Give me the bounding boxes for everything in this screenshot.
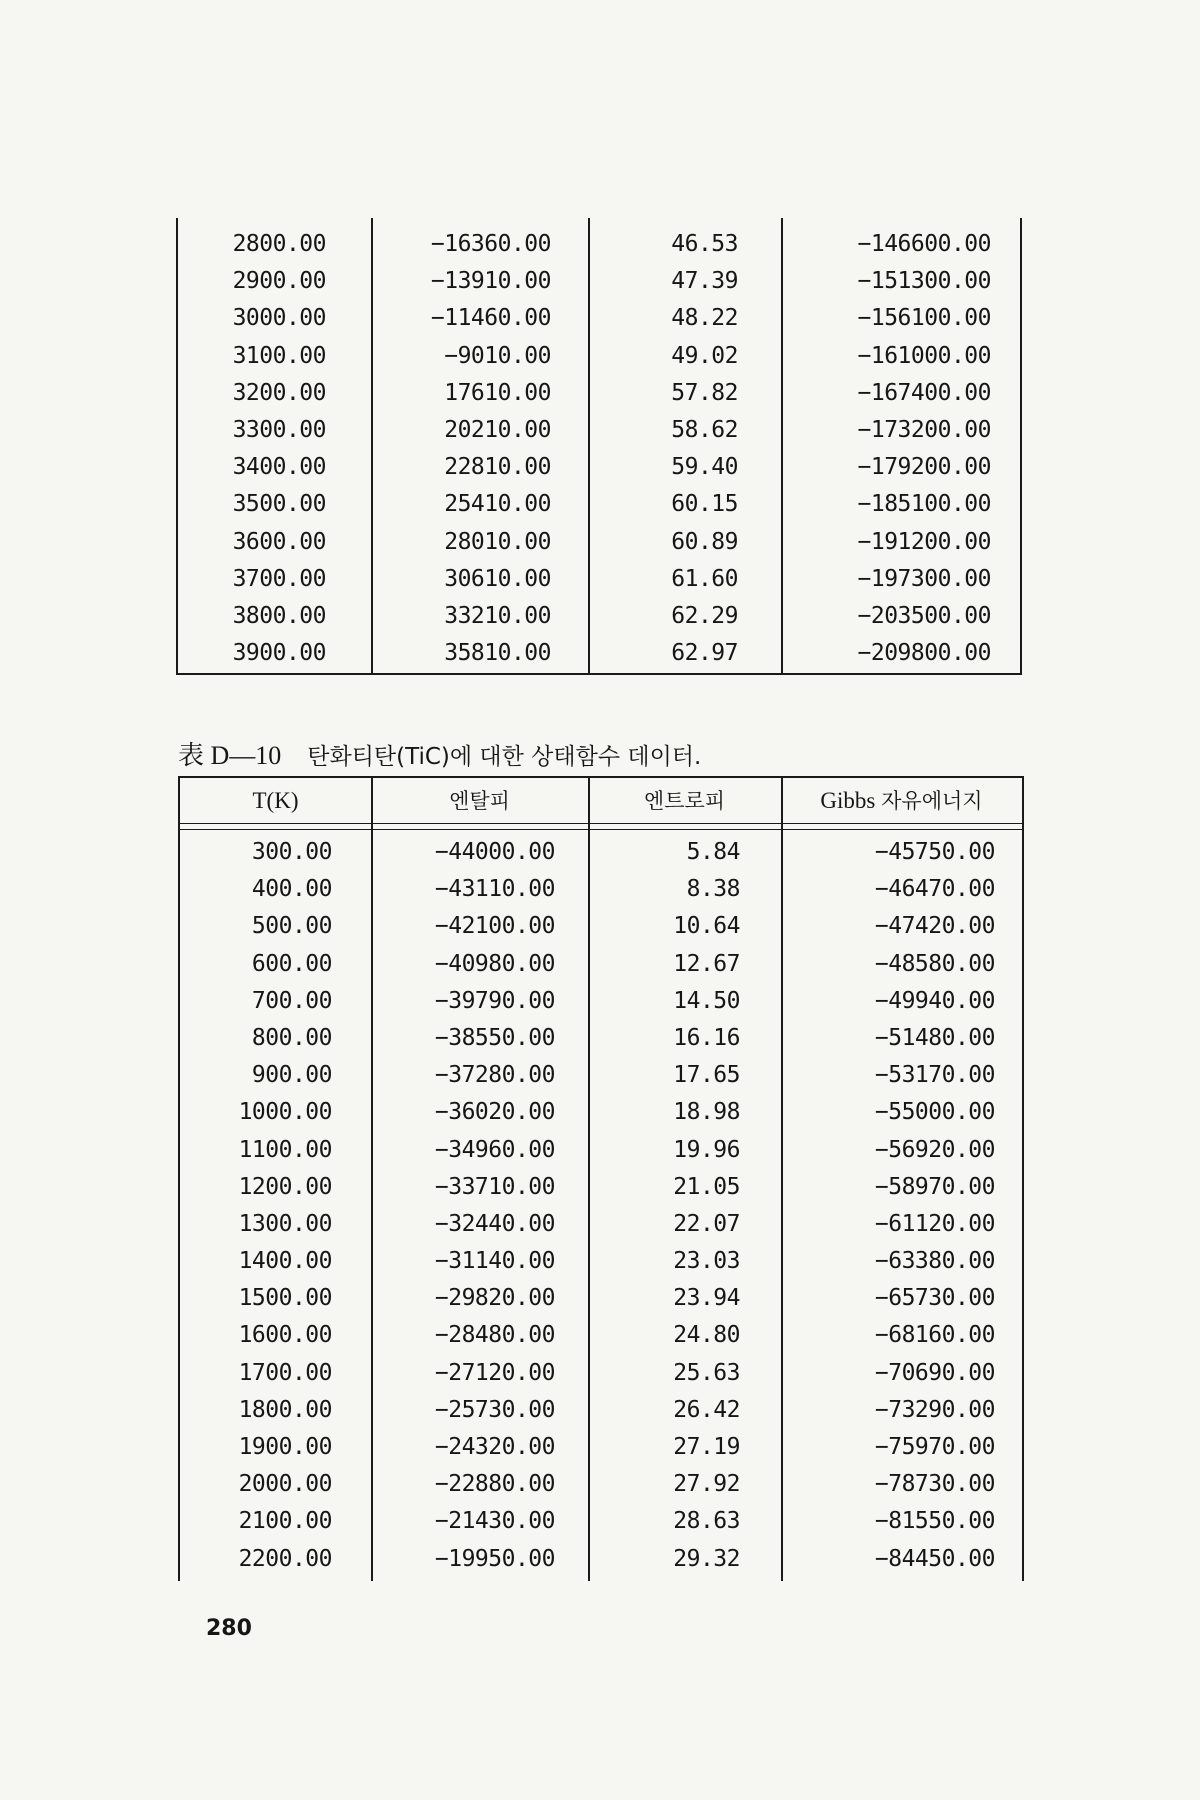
cell-enthalpy: −42100.00 — [434, 913, 555, 940]
tic-table-body — [180, 834, 1022, 1578]
table-row — [178, 486, 1020, 523]
table-row — [180, 1317, 1022, 1354]
cell-entropy: 59.40 — [671, 454, 738, 481]
cell-enthalpy: −22880.00 — [434, 1471, 555, 1498]
cell-enthalpy: −40980.00 — [434, 950, 555, 977]
cell-gibbs: −56920.00 — [874, 1136, 995, 1163]
table-row — [178, 226, 1020, 263]
cell-entropy: 18.98 — [673, 1099, 740, 1126]
table-row — [180, 1094, 1022, 1131]
cell-gibbs: −191200.00 — [857, 528, 991, 555]
cell-gibbs: −146600.00 — [857, 231, 991, 257]
cell-enthalpy: −31140.00 — [434, 1248, 555, 1275]
table-row — [180, 1057, 1022, 1094]
page-number: 280 — [206, 1616, 252, 1641]
cell-gibbs: −51480.00 — [874, 1024, 995, 1051]
cell-enthalpy: −24320.00 — [434, 1434, 555, 1460]
cell-temperature: 2800.00 — [232, 231, 326, 257]
cell-entropy: 16.16 — [673, 1024, 740, 1051]
cell-entropy: 21.05 — [673, 1173, 740, 1200]
cell-entropy: 27.19 — [673, 1434, 740, 1460]
cell-temperature: 1400.00 — [238, 1248, 332, 1275]
cell-temperature: 1300.00 — [238, 1210, 332, 1237]
cell-entropy: 23.94 — [673, 1285, 740, 1312]
cell-enthalpy: −33710.00 — [434, 1173, 555, 1200]
table-row — [180, 1206, 1022, 1243]
cell-gibbs: −46470.00 — [874, 876, 995, 903]
cell-gibbs: −53170.00 — [874, 1062, 995, 1089]
cell-enthalpy: −19950.00 — [434, 1545, 555, 1572]
cell-temperature: 800.00 — [251, 1024, 332, 1051]
table-row — [178, 524, 1020, 561]
cell-enthalpy: −39790.00 — [434, 987, 555, 1014]
cell-temperature: 2900.00 — [232, 268, 326, 295]
cell-enthalpy: −34960.00 — [434, 1136, 555, 1163]
cell-temperature: 1500.00 — [238, 1285, 332, 1312]
cell-temperature: 1800.00 — [238, 1396, 332, 1423]
cell-temperature: 1000.00 — [238, 1099, 332, 1126]
cell-gibbs: −75970.00 — [874, 1434, 995, 1460]
table-row — [180, 1429, 1022, 1466]
cell-enthalpy: 33210.00 — [444, 602, 551, 629]
table-row — [178, 449, 1020, 486]
cell-temperature: 1900.00 — [238, 1434, 332, 1460]
cell-gibbs: −167400.00 — [857, 379, 991, 406]
table-row — [180, 871, 1022, 908]
cell-temperature: 3400.00 — [232, 454, 326, 481]
cell-entropy: 61.60 — [671, 565, 738, 592]
cell-entropy: 48.22 — [671, 305, 738, 332]
cell-gibbs: −55000.00 — [874, 1099, 995, 1126]
table-row — [178, 263, 1020, 300]
cell-temperature: 1200.00 — [238, 1173, 332, 1200]
cell-entropy: 60.89 — [671, 528, 738, 555]
cell-enthalpy: −11460.00 — [430, 305, 551, 332]
cell-temperature: 900.00 — [251, 1062, 332, 1089]
cell-temperature: 3300.00 — [232, 416, 326, 443]
header-gibbs-latin: Gibbs — [820, 788, 876, 813]
cell-entropy: 24.80 — [673, 1322, 740, 1349]
table-row — [180, 1392, 1022, 1429]
cell-temperature: 3600.00 — [232, 528, 326, 555]
cell-enthalpy: −21430.00 — [434, 1508, 555, 1535]
table-row — [180, 1243, 1022, 1280]
cell-entropy: 26.42 — [673, 1396, 740, 1423]
cell-entropy: 5.84 — [686, 839, 740, 865]
table-row — [178, 375, 1020, 412]
cell-entropy: 17.65 — [673, 1062, 740, 1089]
table-row — [178, 561, 1020, 598]
table-caption-text: 탄화티탄(TiC)에 대한 상태함수 데이터. — [307, 744, 702, 770]
cell-gibbs: −209800.00 — [857, 640, 991, 667]
cell-enthalpy: 22810.00 — [444, 454, 551, 481]
cell-temperature: 3500.00 — [232, 491, 326, 518]
cell-enthalpy: −13910.00 — [430, 268, 551, 295]
cell-temperature: 3800.00 — [232, 602, 326, 629]
table-row — [178, 598, 1020, 635]
table-row — [180, 1132, 1022, 1169]
cell-enthalpy: −36020.00 — [434, 1099, 555, 1126]
header-gibbs-korean: 자유에너지 — [881, 789, 983, 813]
header-entropy: 엔트로피 — [643, 789, 726, 813]
cell-entropy: 14.50 — [673, 987, 740, 1014]
cell-gibbs: −47420.00 — [874, 913, 995, 940]
cell-temperature: 400.00 — [251, 876, 332, 903]
header-gibbs-free-energy — [781, 778, 1022, 824]
cell-enthalpy: −29820.00 — [434, 1285, 555, 1312]
cell-entropy: 62.97 — [671, 640, 738, 667]
table-row — [180, 1020, 1022, 1057]
cell-temperature: 3700.00 — [232, 565, 326, 592]
cell-gibbs: −68160.00 — [874, 1322, 995, 1349]
cell-temperature: 3000.00 — [232, 305, 326, 332]
cell-temperature: 3200.00 — [232, 379, 326, 406]
cell-gibbs: −48580.00 — [874, 950, 995, 977]
cell-gibbs: −70690.00 — [874, 1359, 995, 1386]
cell-gibbs: −65730.00 — [874, 1285, 995, 1312]
cell-enthalpy: −32440.00 — [434, 1210, 555, 1237]
continued-table-body — [178, 226, 1020, 672]
cell-entropy: 28.63 — [673, 1508, 740, 1535]
cell-gibbs: −197300.00 — [857, 565, 991, 592]
cell-entropy: 49.02 — [671, 342, 738, 369]
cell-entropy: 12.67 — [673, 950, 740, 977]
table-row — [180, 1280, 1022, 1317]
cell-temperature: 1600.00 — [238, 1322, 332, 1349]
cell-entropy: 23.03 — [673, 1248, 740, 1275]
cell-gibbs: −63380.00 — [874, 1248, 995, 1275]
table-row — [178, 300, 1020, 337]
tic-state-function-table — [178, 776, 1024, 1581]
cell-temperature: 1700.00 — [238, 1359, 332, 1386]
header-double-rule — [180, 823, 1022, 830]
cell-enthalpy: −43110.00 — [434, 876, 555, 903]
cell-gibbs: −84450.00 — [874, 1545, 995, 1572]
cell-enthalpy: 20210.00 — [444, 416, 551, 443]
continued-data-table — [176, 218, 1022, 675]
cell-temperature: 700.00 — [251, 987, 332, 1014]
cell-temperature: 3100.00 — [232, 342, 326, 369]
cell-gibbs: −185100.00 — [857, 491, 991, 518]
table-caption-label: 表 D—10 — [178, 741, 282, 770]
table-row — [180, 1503, 1022, 1540]
cell-temperature: 3900.00 — [232, 640, 326, 667]
cell-entropy: 25.63 — [673, 1359, 740, 1386]
table-row — [180, 1541, 1022, 1578]
cell-enthalpy: −28480.00 — [434, 1322, 555, 1349]
table-row — [180, 983, 1022, 1020]
table-row — [180, 1466, 1022, 1503]
cell-gibbs: −173200.00 — [857, 416, 991, 443]
cell-entropy: 29.32 — [673, 1545, 740, 1572]
cell-entropy: 57.82 — [671, 379, 738, 406]
cell-temperature: 2200.00 — [238, 1545, 332, 1572]
cell-gibbs: −49940.00 — [874, 987, 995, 1014]
table-row — [180, 946, 1022, 983]
header-temperature: T(K) — [252, 788, 299, 813]
cell-enthalpy: 28010.00 — [444, 528, 551, 555]
cell-enthalpy: −27120.00 — [434, 1359, 555, 1386]
cell-entropy: 58.62 — [671, 416, 738, 443]
cell-gibbs: −58970.00 — [874, 1173, 995, 1200]
cell-enthalpy: 30610.00 — [444, 565, 551, 592]
cell-entropy: 22.07 — [673, 1210, 740, 1237]
cell-entropy: 47.39 — [671, 268, 738, 295]
table-row — [178, 412, 1020, 449]
cell-gibbs: −73290.00 — [874, 1396, 995, 1423]
table-row — [178, 338, 1020, 375]
cell-gibbs: −156100.00 — [857, 305, 991, 332]
table-row — [180, 1355, 1022, 1392]
cell-temperature: 2100.00 — [238, 1508, 332, 1535]
cell-entropy: 8.38 — [686, 876, 740, 903]
cell-temperature: 2000.00 — [238, 1471, 332, 1498]
cell-entropy: 10.64 — [673, 913, 740, 940]
table-row — [178, 635, 1020, 672]
cell-temperature: 600.00 — [251, 950, 332, 977]
table-caption — [178, 735, 701, 772]
table-row — [180, 834, 1022, 871]
cell-gibbs: −151300.00 — [857, 268, 991, 295]
cell-enthalpy: −16360.00 — [430, 231, 551, 257]
cell-enthalpy: 25410.00 — [444, 491, 551, 518]
table-row — [180, 908, 1022, 945]
cell-enthalpy: −9010.00 — [444, 342, 551, 369]
cell-enthalpy: 35810.00 — [444, 640, 551, 667]
table-row — [180, 1169, 1022, 1206]
cell-enthalpy: −38550.00 — [434, 1024, 555, 1051]
cell-enthalpy: 17610.00 — [444, 379, 551, 406]
cell-gibbs: −203500.00 — [857, 602, 991, 629]
header-enthalpy: 엔탈피 — [449, 789, 510, 813]
cell-gibbs: −81550.00 — [874, 1508, 995, 1535]
cell-enthalpy: −44000.00 — [434, 839, 555, 865]
cell-gibbs: −61120.00 — [874, 1210, 995, 1237]
cell-entropy: 62.29 — [671, 602, 738, 629]
cell-temperature: 300.00 — [251, 839, 332, 865]
cell-entropy: 19.96 — [673, 1136, 740, 1163]
cell-gibbs: −179200.00 — [857, 454, 991, 481]
cell-entropy: 60.15 — [671, 491, 738, 518]
cell-entropy: 27.92 — [673, 1471, 740, 1498]
cell-entropy: 46.53 — [671, 231, 738, 257]
cell-temperature: 1100.00 — [238, 1136, 332, 1163]
cell-enthalpy: −37280.00 — [434, 1062, 555, 1089]
cell-temperature: 500.00 — [251, 913, 332, 940]
cell-enthalpy: −25730.00 — [434, 1396, 555, 1423]
cell-gibbs: −78730.00 — [874, 1471, 995, 1498]
cell-gibbs: −161000.00 — [857, 342, 991, 369]
cell-gibbs: −45750.00 — [874, 839, 995, 865]
